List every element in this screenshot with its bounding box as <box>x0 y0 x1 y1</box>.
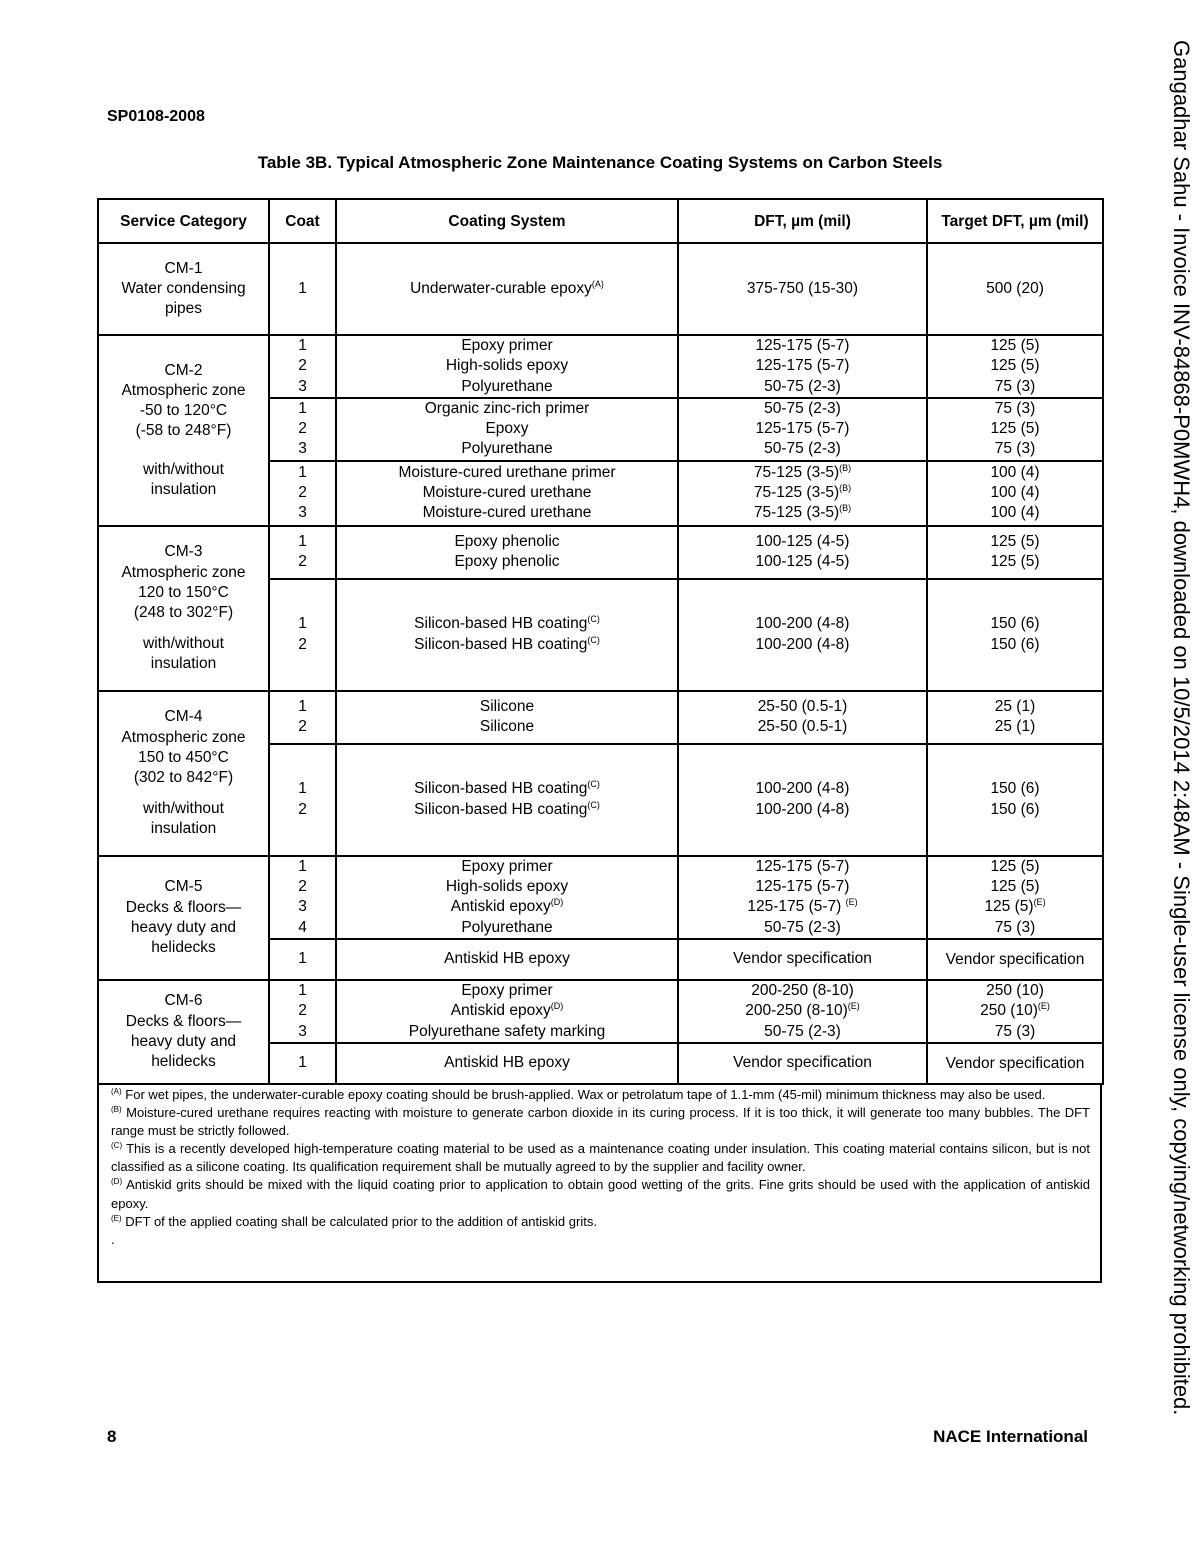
coating-system: Polyurethane <box>461 440 553 458</box>
coat-number: 1 <box>298 982 307 1000</box>
coating-system: Epoxy phenolic <box>454 553 560 571</box>
coat-number: 2 <box>298 878 307 896</box>
dft-value: 50-75 (2-3) <box>764 440 841 458</box>
cat-line: with/without <box>143 634 224 652</box>
footnote-mark: (B) <box>839 462 852 473</box>
target-value: 25 (1) <box>994 718 1036 736</box>
footnote-text: Antiskid grits should be mixed with the liquid coating prior to application to obtain good wetting of the grits. Fine grits should be used with the application of antiskid epoxy. <box>111 1177 1090 1211</box>
system-cell <box>336 939 678 980</box>
system-cell <box>336 579 678 691</box>
system-cell <box>336 744 678 856</box>
coating-table-wrapper <box>97 198 1102 1282</box>
target-value-line <box>932 1001 1098 1021</box>
cat-line: (248 to 302°F) <box>133 604 234 622</box>
coating-system: Organic zinc-rich primer <box>424 399 590 417</box>
cat-line: insulation <box>150 819 217 837</box>
system-cell <box>336 526 678 579</box>
coating-system: Epoxy primer <box>461 982 553 1000</box>
target-value: 150 (6) <box>990 635 1040 653</box>
target-value: 100 (4) <box>990 504 1040 522</box>
footnote-mark: (E) <box>111 1213 122 1223</box>
coat-number: 2 <box>298 635 307 653</box>
target-cell <box>927 243 1103 335</box>
coat-number: 2 <box>298 357 307 375</box>
service-category-cm1 <box>98 243 269 335</box>
coat-number: 1 <box>298 279 307 297</box>
coating-system: Polyurethane safety marking <box>408 1022 606 1040</box>
dft-value-line <box>683 1001 922 1021</box>
coating-system: Silicon-based HB coating <box>414 635 588 653</box>
coating-system: Silicone <box>479 718 535 736</box>
service-category-cm2 <box>98 335 269 526</box>
cat-line: Decks & floors— <box>125 1012 242 1030</box>
dft-value: 50-75 (2-3) <box>764 918 841 936</box>
coat-number: 1 <box>298 337 307 354</box>
table-footnotes <box>97 1085 1102 1283</box>
cat-line: with/without <box>143 799 224 817</box>
dft-value: 125-175 (5-7) <box>755 857 850 875</box>
coating-system: Polyurethane <box>461 377 553 395</box>
coating-system-line <box>341 635 673 655</box>
page-number: 8 <box>107 1427 117 1446</box>
dft-cell <box>678 691 927 744</box>
coating-system: Moisture-cured urethane primer <box>398 463 616 481</box>
dft-value: 100-125 (4-5) <box>755 553 850 571</box>
publisher-name: NACE International <box>933 1427 1088 1446</box>
footnote-mark: (E) <box>1033 897 1046 908</box>
coating-system-line <box>341 897 673 917</box>
service-category-cm4 <box>98 691 269 856</box>
cat-line: insulation <box>150 480 217 498</box>
table-row <box>98 335 1103 398</box>
system-cell <box>336 461 678 526</box>
dft-cell <box>678 1043 927 1084</box>
license-watermark: Gangadhar Sahu - Invoice INV-84868-P0MWH4, downloaded on 10/5/2014 2:48AM - Single-user license only, copying/networking prohibited. <box>1169 40 1194 1416</box>
coat-number: 1 <box>298 697 307 715</box>
dft-value-line <box>683 897 922 917</box>
coat-cell <box>269 856 336 939</box>
cat-line: helidecks <box>151 1053 216 1071</box>
target-value: Vendor specification <box>945 1054 1085 1072</box>
coat-cell <box>269 461 336 526</box>
coating-system: Underwater-curable epoxy <box>410 279 592 297</box>
dft-cell <box>678 461 927 526</box>
coating-systems-table <box>97 198 1104 1085</box>
cat-line: (-58 to 248°F) <box>135 422 232 440</box>
coat-number: 3 <box>298 504 307 522</box>
target-value: 125 (5) <box>990 857 1040 875</box>
coat-number: 2 <box>298 484 307 502</box>
dft-cell <box>678 398 927 461</box>
dft-value: 75-125 (3-5) <box>753 484 840 502</box>
target-value: 100 (4) <box>990 463 1040 481</box>
target-cell <box>927 691 1103 744</box>
footnote-c <box>111 1140 1090 1176</box>
coat-number: 1 <box>298 950 307 968</box>
system-cell <box>336 980 678 1043</box>
coat-cell <box>269 691 336 744</box>
target-cell <box>927 335 1103 398</box>
dft-value: Vendor specification <box>733 950 872 968</box>
target-value: 500 (20) <box>986 279 1044 297</box>
target-value: 125 (5) <box>990 337 1040 354</box>
cat-line: insulation <box>150 654 217 672</box>
table-row <box>98 243 1103 335</box>
footnote-mark: (C) <box>587 614 600 625</box>
target-value: Vendor specification <box>945 950 1085 968</box>
cat-line: Decks & floors— <box>125 898 242 916</box>
target-cell <box>927 579 1103 691</box>
target-cell <box>927 1043 1103 1084</box>
footnote-e <box>111 1213 1090 1231</box>
footnote-mark: (C) <box>111 1141 123 1151</box>
coat-number: 3 <box>298 1022 307 1040</box>
cat-line: CM-4 <box>164 708 203 726</box>
target-cell <box>927 461 1103 526</box>
footnote-mark: (A) <box>591 278 604 289</box>
footnote-text: For wet pipes, the underwater-curable epoxy coating should be brush-applied. Wax or petrolatum tape of 1.1-mm (45-mil) minimum thickness may also be used. <box>125 1086 1046 1102</box>
coat-number: 3 <box>298 377 307 395</box>
cat-line: CM-2 <box>164 361 203 379</box>
coat-cell <box>269 398 336 461</box>
header-dft: DFT, µm (mil) <box>678 199 927 243</box>
table-header-row <box>98 199 1103 243</box>
system-cell <box>336 691 678 744</box>
target-value: 125 (5) <box>990 532 1040 550</box>
coating-system: Moisture-cured urethane <box>422 484 592 502</box>
coat-cell <box>269 744 336 856</box>
target-cell <box>927 980 1103 1043</box>
target-cell <box>927 939 1103 980</box>
table-row <box>98 980 1103 1043</box>
dft-value: 125-175 (5-7) <box>755 420 850 438</box>
dft-value: 125-175 (5-7) <box>755 337 850 354</box>
cat-line: helidecks <box>151 939 216 957</box>
coating-system: Epoxy <box>485 420 529 438</box>
coating-system: Silicone <box>479 697 535 715</box>
target-value: 100 (4) <box>990 484 1040 502</box>
dft-cell <box>678 939 927 980</box>
table-title: Table 3B. Typical Atmospheric Zone Maintenance Coating Systems on Carbon Steels <box>257 153 943 172</box>
cat-line: pipes <box>164 300 203 318</box>
footnote-mark: (B) <box>111 1105 122 1115</box>
footnote-mark: (C) <box>587 799 600 810</box>
cat-line: 120 to 150°C <box>138 583 229 601</box>
coat-number: 1 <box>298 857 307 875</box>
footnote-mark: (D) <box>550 1001 564 1012</box>
target-value: 150 (6) <box>990 800 1040 818</box>
system-cell <box>336 335 678 398</box>
system-cell <box>336 1043 678 1084</box>
coat-cell <box>269 335 336 398</box>
coat-number: 2 <box>298 553 307 571</box>
coating-system: High-solids epoxy <box>445 878 569 896</box>
coat-number: 3 <box>298 440 307 458</box>
header-service-category: Service Category <box>98 199 269 243</box>
coat-number: 3 <box>298 898 307 916</box>
target-value: 250 (10) <box>986 982 1044 1000</box>
footnote-text: Moisture-cured urethane requires reacting with moisture to generate carbon dioxide in its curing process. If it is too thick, it will generate too many bubbles. The DFT range must be strictly followed. <box>111 1105 1090 1139</box>
service-category-cm3 <box>98 526 269 691</box>
footnote-mark: (A) <box>111 1086 122 1096</box>
dft-cell <box>678 744 927 856</box>
dft-value: 100-200 (4-8) <box>755 635 850 653</box>
cat-line: (302 to 842°F) <box>133 769 234 787</box>
dft-value: 125-175 (5-7) <box>747 898 846 916</box>
dft-value: 50-75 (2-3) <box>764 377 841 395</box>
cat-line: heavy duty and <box>130 1032 237 1050</box>
footnote-mark: (B) <box>839 503 852 514</box>
coating-system: Moisture-cured urethane <box>422 504 592 522</box>
dft-value: 100-125 (4-5) <box>755 532 850 550</box>
target-value: 150 (6) <box>990 615 1040 633</box>
coat-number: 4 <box>298 918 307 936</box>
footnote-text: DFT of the applied coating shall be calculated prior to the addition of antiskid grits. <box>125 1213 597 1229</box>
cat-line: CM-1 <box>164 259 203 277</box>
table-row <box>98 691 1103 744</box>
coat-cell <box>269 243 336 335</box>
dft-value: 100-200 (4-8) <box>755 780 850 798</box>
document-id: SP0108-2008 <box>107 108 205 125</box>
coating-system: Antiskid HB epoxy <box>444 1054 570 1072</box>
cat-line: CM-6 <box>164 992 203 1010</box>
dft-cell <box>678 526 927 579</box>
coat-cell <box>269 579 336 691</box>
dft-value: 200-250 (8-10) <box>745 1002 848 1020</box>
dft-value: 50-75 (2-3) <box>764 1022 841 1040</box>
cat-line: Atmospheric zone <box>121 381 246 399</box>
cat-line: CM-3 <box>164 543 203 561</box>
footnote-mark: (E) <box>847 1001 860 1012</box>
target-value: 150 (6) <box>990 780 1040 798</box>
target-value: 75 (3) <box>994 918 1036 936</box>
footnote-mark: (D) <box>111 1177 123 1187</box>
system-cell <box>336 398 678 461</box>
coating-system: High-solids epoxy <box>445 357 569 375</box>
table-row <box>98 526 1103 579</box>
target-value: 125 (5) <box>990 357 1040 375</box>
dft-value: 125-175 (5-7) <box>755 878 850 896</box>
cat-line: -50 to 120°C <box>139 402 228 420</box>
dft-value: 100-200 (4-8) <box>755 615 850 633</box>
service-category-cm6 <box>98 980 269 1084</box>
coat-number: 2 <box>298 1002 307 1020</box>
dft-value: 375-750 (15-30) <box>746 279 859 297</box>
dft-value: 25-50 (0.5-1) <box>757 718 848 736</box>
target-value: 75 (3) <box>994 399 1036 417</box>
coat-cell <box>269 1043 336 1084</box>
target-cell <box>927 744 1103 856</box>
coat-number: 1 <box>298 399 307 417</box>
cat-line: 150 to 450°C <box>138 748 229 766</box>
coating-system-line <box>341 614 673 634</box>
coating-system: Epoxy primer <box>461 337 553 354</box>
dft-value: 75-125 (3-5) <box>753 463 840 481</box>
coat-cell <box>269 980 336 1043</box>
coat-number: 1 <box>298 780 307 798</box>
cat-line: Atmospheric zone <box>121 563 246 581</box>
footnote-a <box>111 1086 1090 1104</box>
target-cell <box>927 526 1103 579</box>
dft-cell <box>678 243 927 335</box>
coating-system: Antiskid epoxy <box>450 1002 551 1020</box>
table-row <box>98 856 1103 939</box>
coat-number: 2 <box>298 718 307 736</box>
coating-system: Silicon-based HB coating <box>414 800 588 818</box>
header-coating-system: Coating System <box>336 199 678 243</box>
target-value: 75 (3) <box>994 377 1036 395</box>
coat-cell <box>269 939 336 980</box>
dft-cell <box>678 856 927 939</box>
dft-value-line <box>683 503 922 523</box>
cat-line: Atmospheric zone <box>121 728 246 746</box>
target-value-line <box>932 897 1098 917</box>
coating-system: Epoxy primer <box>461 857 553 875</box>
dft-value: 50-75 (2-3) <box>764 399 841 417</box>
footnote-d <box>111 1176 1090 1212</box>
dft-cell <box>678 980 927 1043</box>
dft-value-line <box>683 483 922 503</box>
system-cell <box>336 856 678 939</box>
service-category-cm5 <box>98 856 269 980</box>
footnote-mark: (B) <box>839 483 852 494</box>
coating-system-line <box>341 1001 673 1021</box>
coating-system: Antiskid epoxy <box>450 898 551 916</box>
footnote-mark: (C) <box>587 634 600 645</box>
coat-number: 1 <box>298 615 307 633</box>
cat-line: with/without <box>143 460 224 478</box>
footnote-mark: (E) <box>1037 1001 1050 1012</box>
dft-value: 75-125 (3-5) <box>753 504 840 522</box>
cat-line: heavy duty and <box>130 918 237 936</box>
coating-system-line <box>341 800 673 820</box>
target-value: 75 (3) <box>994 1022 1036 1040</box>
cat-line: Water condensing <box>121 279 246 297</box>
coating-system: Polyurethane <box>461 918 553 936</box>
target-cell <box>927 398 1103 461</box>
dft-value-line <box>683 463 922 483</box>
dft-value: 125-175 (5-7) <box>755 357 850 375</box>
target-value: 25 (1) <box>994 697 1036 715</box>
coating-system: Epoxy phenolic <box>454 532 560 550</box>
target-value: 125 (5) <box>990 878 1040 896</box>
footnote-b <box>111 1104 1090 1140</box>
footnote-end: . <box>111 1231 115 1247</box>
dft-cell <box>678 579 927 691</box>
coat-number: 2 <box>298 800 307 818</box>
coating-system: Silicon-based HB coating <box>414 615 588 633</box>
dft-value: 100-200 (4-8) <box>755 800 850 818</box>
target-value: 125 (5) <box>984 898 1034 916</box>
footnote-mark: (E) <box>845 897 858 908</box>
dft-value: 25-50 (0.5-1) <box>757 697 848 715</box>
coating-system-line <box>341 779 673 799</box>
target-cell <box>927 856 1103 939</box>
footnote-text: This is a recently developed high-temperature coating material to be used as a maintenance coating under insulation. This coating material contains silicon, but is not classified as a silicone coating. Its qualification requirement shall be mutually agreed to by the supplier and facility owner. <box>111 1141 1090 1175</box>
dft-value: Vendor specification <box>733 1054 872 1072</box>
coat-cell <box>269 526 336 579</box>
coat-number: 1 <box>298 1054 307 1072</box>
footnote-mark: (D) <box>550 897 564 908</box>
footnote-mark: (C) <box>587 779 600 790</box>
target-value: 75 (3) <box>994 440 1036 458</box>
coating-system: Silicon-based HB coating <box>414 780 588 798</box>
target-value: 250 (10) <box>980 1002 1038 1020</box>
coating-system: Antiskid HB epoxy <box>444 950 570 968</box>
header-target-dft: Target DFT, µm (mil) <box>927 199 1103 243</box>
dft-value: 200-250 (8-10) <box>751 982 854 1000</box>
header-coat: Coat <box>269 199 336 243</box>
coat-number: 2 <box>298 420 307 438</box>
system-cell <box>336 243 678 335</box>
dft-cell <box>678 335 927 398</box>
coat-number: 1 <box>298 532 307 550</box>
cat-line: CM-5 <box>164 878 203 896</box>
coat-number: 1 <box>298 463 307 481</box>
target-value: 125 (5) <box>990 420 1040 438</box>
target-value: 125 (5) <box>990 553 1040 571</box>
